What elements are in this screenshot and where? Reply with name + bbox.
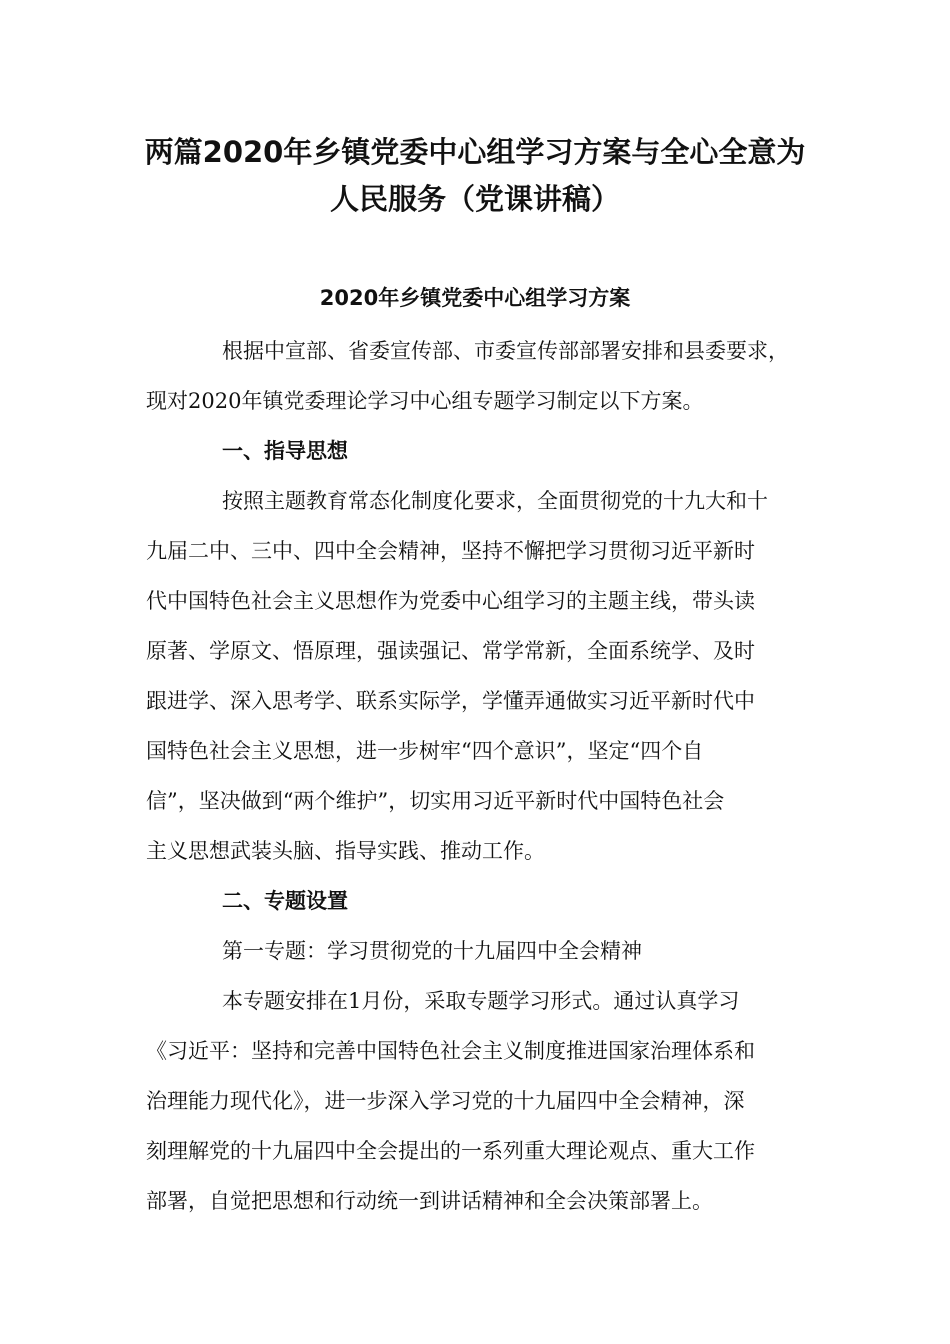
paragraph-line: 部署，自觉把思想和行动统一到讲话精神和全会决策部署上。 [146, 1189, 713, 1213]
paragraph-line: 主义思想武装头脑、指导实践、推动工作。 [146, 839, 545, 863]
heading-guiding-ideology: 一、指导思想 [222, 439, 348, 463]
paragraph-line: 按照主题教育常态化制度化要求，全面贯彻党的十九大和十 [222, 489, 768, 513]
paragraph-line: 根据中宣部、省委宣传部、市委宣传部部署安排和县委要求， [222, 339, 789, 363]
paragraph-line: 本专题安排在1月份，采取专题学习形式。通过认真学习 [222, 989, 740, 1013]
paragraph-line: 信”，坚决做到“两个维护”，切实用习近平新时代中国特色社会 [146, 789, 725, 813]
heading-topic-setting: 二、专题设置 [222, 889, 348, 913]
paragraph-line: 《习近平：坚持和完善中国特色社会主义制度推进国家治理体系和 [146, 1039, 755, 1063]
paragraph-line: 刻理解党的十九届四中全会提出的一系列重大理论观点、重大工作 [146, 1139, 755, 1163]
paragraph-line: 原著、学原文、悟原理，强读强记、常学常新，全面系统学、及时 [146, 639, 755, 663]
paragraph-line: 国特色社会主义思想，进一步树牢“四个意识”，坚定“四个自 [146, 739, 704, 763]
paragraph-line: 治理能力现代化》，进一步深入学习党的十九届四中全会精神，深 [146, 1089, 745, 1113]
section-title: 2020年乡镇党委中心组学习方案 [319, 286, 631, 310]
paragraph-line: 第一专题：学习贯彻党的十九届四中全会精神 [222, 939, 642, 963]
paragraph-line: 代中国特色社会主义思想作为党委中心组学习的主题主线，带头读 [146, 589, 755, 613]
paragraph-line: 跟进学、深入思考学、联系实际学，学懂弄通做实习近平新时代中 [146, 689, 755, 713]
paragraph-line: 现对2020年镇党委理论学习中心组专题学习制定以下方案。 [146, 389, 704, 413]
document-title-line-1: 两篇2020年乡镇党委中心组学习方案与全心全意为 [144, 135, 806, 169]
paragraph-line: 九届二中、三中、四中全会精神，坚持不懈把学习贯彻习近平新时 [146, 539, 755, 563]
document-title-line-2: 人民服务（党课讲稿） [329, 182, 620, 216]
